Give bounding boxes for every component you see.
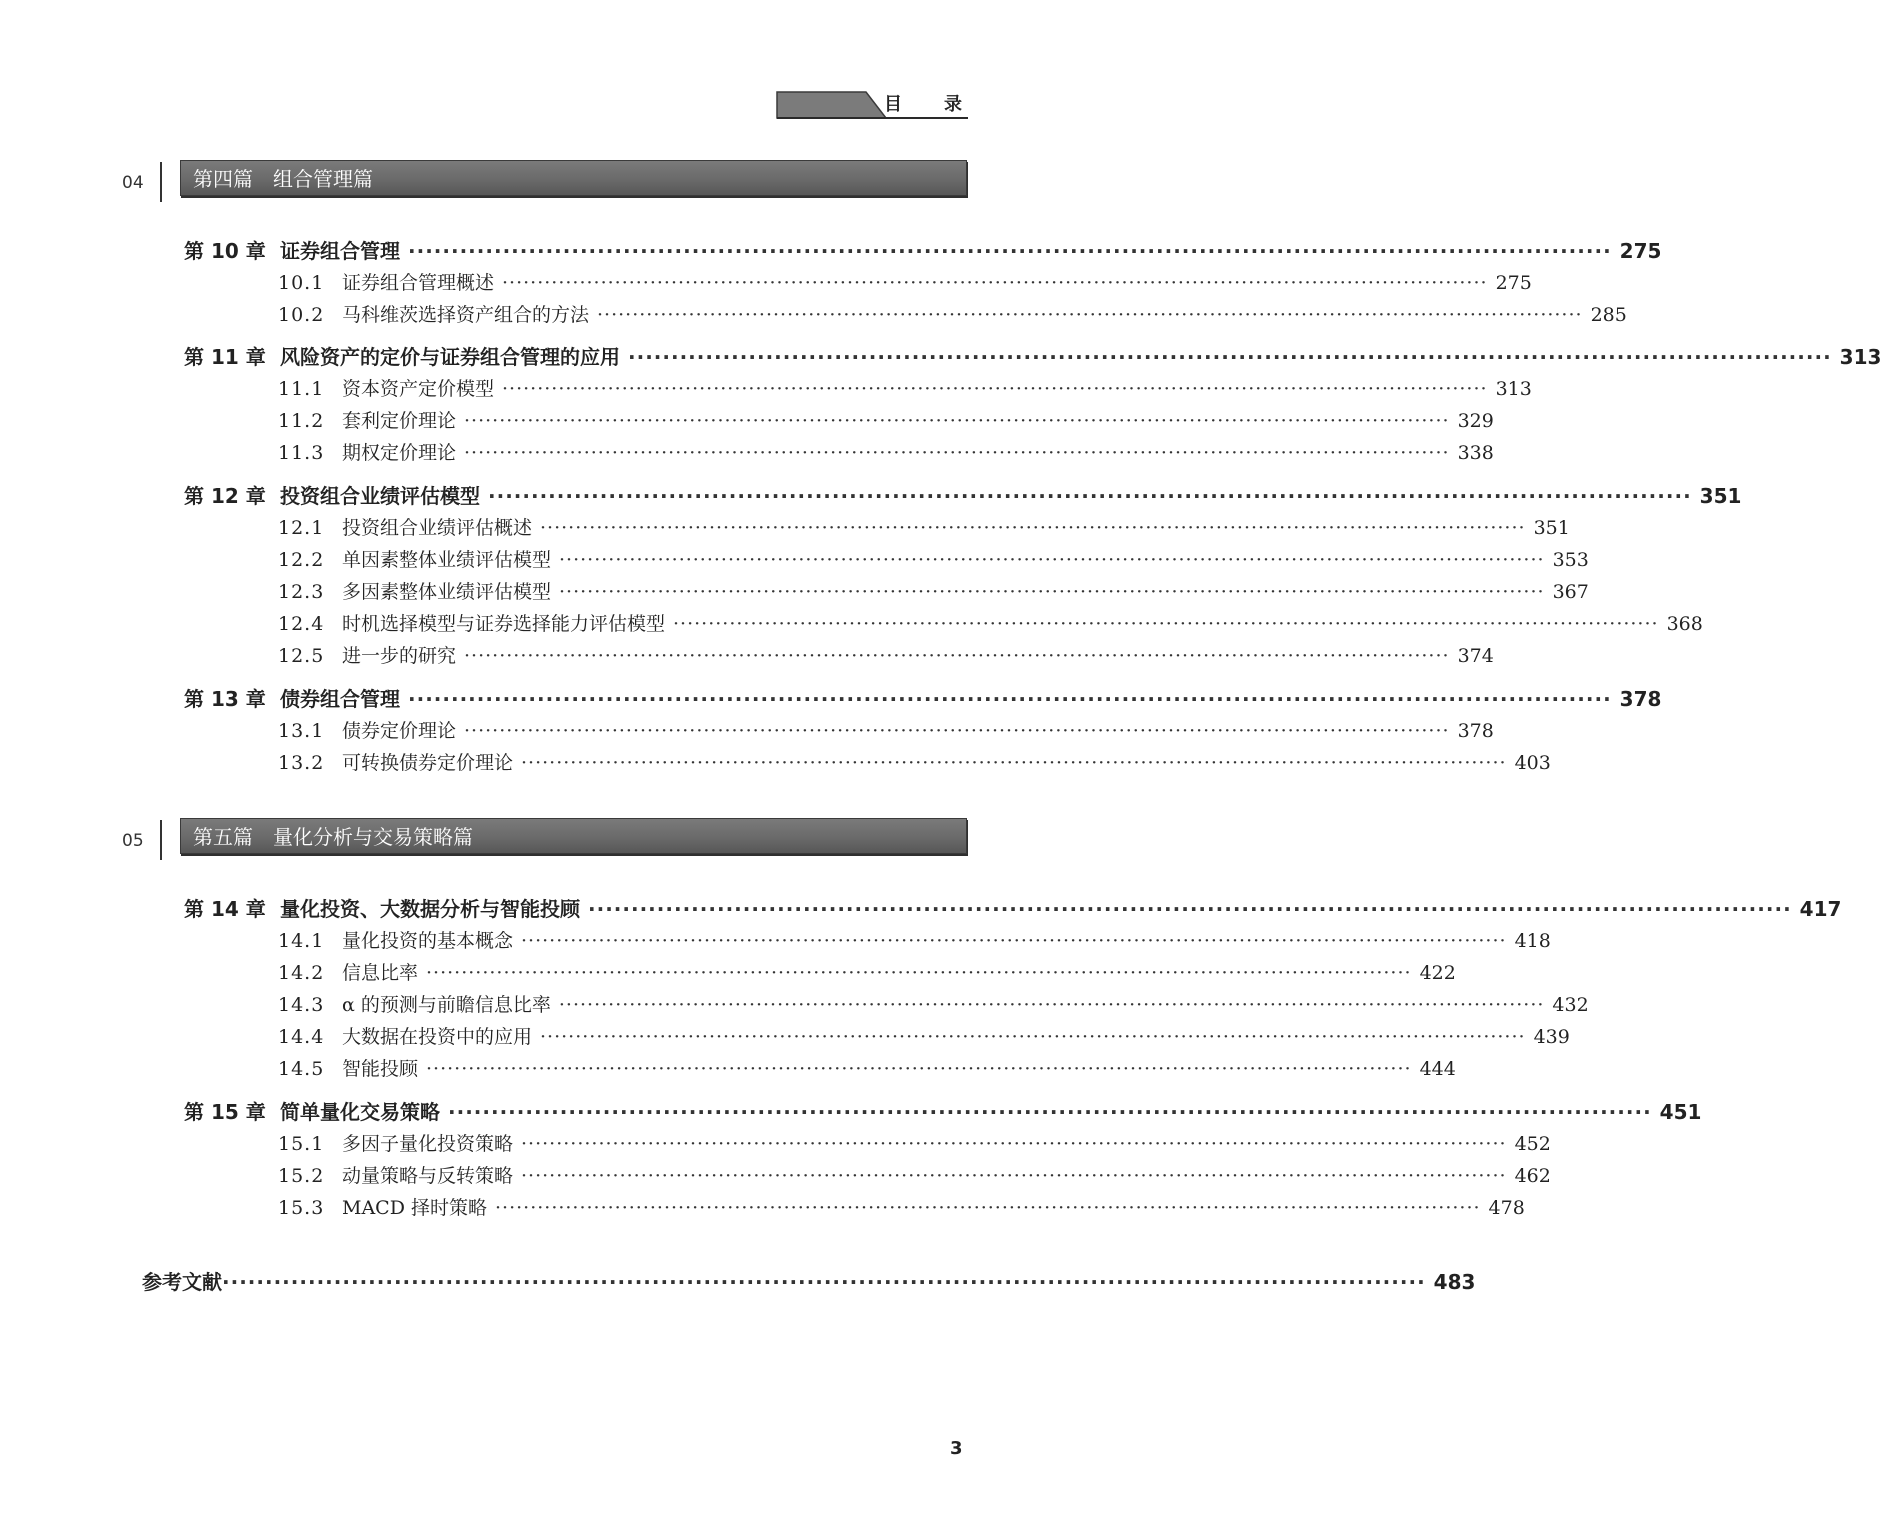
toc-chapter-entry[interactable] xyxy=(184,482,1742,510)
toc-section-entry[interactable] xyxy=(278,991,1589,1019)
page-ref: 452 xyxy=(1514,1133,1551,1155)
dot-leader: ············································································································································ xyxy=(222,1270,1426,1294)
page-ref: 422 xyxy=(1419,962,1456,984)
dot-leader: ············································································································································ xyxy=(408,687,1612,711)
section-number: 10.1 xyxy=(278,272,325,294)
page-ref: 338 xyxy=(1457,442,1494,464)
dot-leader: ············································································································································ xyxy=(521,1165,1507,1187)
dot-leader: ············································································································································ xyxy=(597,304,1583,326)
section-title: 多因子量化投资策略 xyxy=(342,1133,514,1155)
page-ref: 378 xyxy=(1457,720,1494,742)
dot-leader: ············································································································································ xyxy=(495,1197,1481,1219)
section-number: 13.2 xyxy=(278,752,325,774)
toc-section-entry[interactable] xyxy=(278,546,1589,574)
toc-section-entry[interactable] xyxy=(278,407,1494,435)
section-title: 马科维茨选择资产组合的方法 xyxy=(342,304,590,326)
dot-leader: ············································································································································ xyxy=(426,962,1412,984)
dot-leader: ············································································································································ xyxy=(521,1133,1507,1155)
header-label: 目录 xyxy=(884,94,1004,115)
section-title: 单因素整体业绩评估模型 xyxy=(342,549,552,571)
page-ref: 275 xyxy=(1495,272,1532,294)
page-ref: 439 xyxy=(1533,1026,1570,1048)
toc-section-entry[interactable] xyxy=(278,439,1494,467)
toc-section-entry[interactable] xyxy=(278,717,1494,745)
section-number: 13.1 xyxy=(278,720,325,742)
chapter-number: 第 11 章 xyxy=(184,345,266,369)
chapter-title: 风险资产的定价与证券组合管理的应用 xyxy=(280,345,620,369)
toc-section-entry[interactable] xyxy=(278,578,1589,606)
dot-leader: ············································································································································ xyxy=(540,517,1526,539)
section-title: 套利定价理论 xyxy=(342,410,457,432)
references-title: 参考文献 xyxy=(142,1270,222,1294)
dot-leader: ············································································································································ xyxy=(464,442,1450,464)
section-number: 12.1 xyxy=(278,517,325,539)
part-banner xyxy=(180,160,967,196)
dot-leader: ············································································································································ xyxy=(502,272,1488,294)
section-title: 投资组合业绩评估概述 xyxy=(342,517,533,539)
part-banner xyxy=(180,818,967,854)
page-ref: 353 xyxy=(1552,549,1589,571)
dot-leader: ············································································································································ xyxy=(408,239,1612,263)
dot-leader: ············································································································································ xyxy=(673,613,1659,635)
section-number: 15.1 xyxy=(278,1133,325,1155)
page-ref: 275 xyxy=(1619,239,1662,263)
section-number: 11.3 xyxy=(278,442,325,464)
section-title: 资本资产定价模型 xyxy=(342,378,495,400)
chapter-title: 量化投资、大数据分析与智能投顾 xyxy=(280,897,580,921)
chapter-title: 投资组合业绩评估模型 xyxy=(280,484,480,508)
section-number: 10.2 xyxy=(278,304,325,326)
page-ref: 403 xyxy=(1514,752,1551,774)
section-title: 证券组合管理概述 xyxy=(342,272,495,294)
dot-leader: ············································································································································ xyxy=(426,1058,1412,1080)
dot-leader: ············································································································································ xyxy=(521,930,1507,952)
toc-section-entry[interactable] xyxy=(278,1023,1570,1051)
dot-leader: ············································································································································ xyxy=(464,410,1450,432)
part-title: 第四篇 组合管理篇 xyxy=(193,167,373,191)
dot-leader: ············································································································································ xyxy=(540,1026,1526,1048)
page-ref: 313 xyxy=(1839,345,1881,369)
toc-section-entry[interactable] xyxy=(278,269,1532,297)
section-title: α 的预测与前瞻信息比率 xyxy=(342,994,551,1016)
page-ref: 444 xyxy=(1419,1058,1456,1080)
section-title: 多因素整体业绩评估模型 xyxy=(342,581,552,603)
section-title: 进一步的研究 xyxy=(342,645,457,667)
section-title: 动量策略与反转策略 xyxy=(342,1165,514,1187)
toc-section-entry[interactable] xyxy=(278,375,1532,403)
toc-chapter-entry[interactable] xyxy=(184,895,1842,923)
toc-section-entry[interactable] xyxy=(278,610,1703,638)
page-ref: 432 xyxy=(1552,994,1589,1016)
toc-section-entry[interactable] xyxy=(278,749,1551,777)
page-ref: 451 xyxy=(1659,1100,1702,1124)
chapter-number: 第 10 章 xyxy=(184,239,266,263)
page-ref: 313 xyxy=(1495,378,1532,400)
dot-leader: ············································································································································ xyxy=(488,484,1692,508)
dot-leader: ············································································································································ xyxy=(464,720,1450,742)
page-ref: 368 xyxy=(1666,613,1703,635)
chapter-number: 第 14 章 xyxy=(184,897,266,921)
part-number: 04 xyxy=(122,173,144,193)
section-number: 12.4 xyxy=(278,613,325,635)
toc-chapter-entry[interactable] xyxy=(184,237,1662,265)
chapter-number: 第 12 章 xyxy=(184,484,266,508)
dot-leader: ············································································································································ xyxy=(559,549,1545,571)
page-ref: 285 xyxy=(1590,304,1627,326)
toc-section-entry[interactable] xyxy=(278,927,1551,955)
section-title: 量化投资的基本概念 xyxy=(342,930,514,952)
dot-leader: ············································································································································ xyxy=(464,645,1450,667)
dot-leader: ············································································································································ xyxy=(521,752,1507,774)
page-ref: 462 xyxy=(1514,1165,1551,1187)
toc-section-entry[interactable] xyxy=(278,1194,1525,1222)
section-number: 15.2 xyxy=(278,1165,325,1187)
chapter-number: 第 15 章 xyxy=(184,1100,266,1124)
page-ref: 478 xyxy=(1488,1197,1525,1219)
toc-section-entry[interactable] xyxy=(278,514,1570,542)
section-title: 智能投顾 xyxy=(342,1058,419,1080)
page-number: 3 xyxy=(950,1438,963,1459)
section-title: 时机选择模型与证券选择能力评估模型 xyxy=(342,613,666,635)
section-number: 12.3 xyxy=(278,581,325,603)
section-number: 12.5 xyxy=(278,645,325,667)
part-divider xyxy=(160,820,162,860)
part-divider xyxy=(160,162,162,202)
section-title: 信息比率 xyxy=(342,962,419,984)
toc-section-entry[interactable] xyxy=(278,1162,1551,1190)
page-ref: 351 xyxy=(1699,484,1742,508)
page-ref: 418 xyxy=(1514,930,1551,952)
chapter-title: 证券组合管理 xyxy=(280,239,400,263)
toc-chapter-entry[interactable] xyxy=(184,685,1662,713)
dot-leader: ············································································································································ xyxy=(502,378,1488,400)
section-number: 14.1 xyxy=(278,930,325,952)
section-title: 大数据在投资中的应用 xyxy=(342,1026,533,1048)
page-ref: 483 xyxy=(1433,1270,1476,1294)
section-number: 14.5 xyxy=(278,1058,325,1080)
page-ref: 378 xyxy=(1619,687,1662,711)
page-ref: 367 xyxy=(1552,581,1589,603)
toc-section-entry[interactable] xyxy=(278,1130,1551,1158)
chapter-number: 第 13 章 xyxy=(184,687,266,711)
toc-chapter-entry[interactable] xyxy=(184,1098,1702,1126)
page-ref: 374 xyxy=(1457,645,1494,667)
dot-leader: ············································································································································ xyxy=(559,581,1545,603)
dot-leader: ············································································································································ xyxy=(448,1100,1652,1124)
page-ref: 329 xyxy=(1457,410,1494,432)
header-tab xyxy=(776,91,1004,119)
toc-section-entry[interactable] xyxy=(278,1055,1456,1083)
section-number: 14.3 xyxy=(278,994,325,1016)
section-number: 14.2 xyxy=(278,962,325,984)
dot-leader: ············································································································································ xyxy=(628,345,1832,369)
chapter-title: 简单量化交易策略 xyxy=(280,1100,440,1124)
chapter-title: 债券组合管理 xyxy=(280,687,400,711)
section-number: 15.3 xyxy=(278,1197,325,1219)
section-number: 11.2 xyxy=(278,410,325,432)
dot-leader: ············································································································································ xyxy=(588,897,1792,921)
section-title: MACD 择时策略 xyxy=(342,1197,487,1219)
toc-references-entry[interactable] xyxy=(142,1268,1476,1296)
toc-chapter-entry[interactable] xyxy=(184,343,1881,371)
toc-section-entry[interactable] xyxy=(278,301,1627,329)
page-ref: 351 xyxy=(1533,517,1570,539)
page-ref: 417 xyxy=(1799,897,1842,921)
section-number: 12.2 xyxy=(278,549,325,571)
part-number: 05 xyxy=(122,831,144,851)
toc-section-entry[interactable] xyxy=(278,959,1456,987)
section-title: 期权定价理论 xyxy=(342,442,457,464)
section-number: 11.1 xyxy=(278,378,325,400)
section-number: 14.4 xyxy=(278,1026,325,1048)
dot-leader: ············································································································································ xyxy=(558,994,1545,1016)
section-title: 可转换债券定价理论 xyxy=(342,752,514,774)
toc-section-entry[interactable] xyxy=(278,642,1494,670)
part-title: 第五篇 量化分析与交易策略篇 xyxy=(193,825,473,849)
section-title: 债券定价理论 xyxy=(342,720,457,742)
